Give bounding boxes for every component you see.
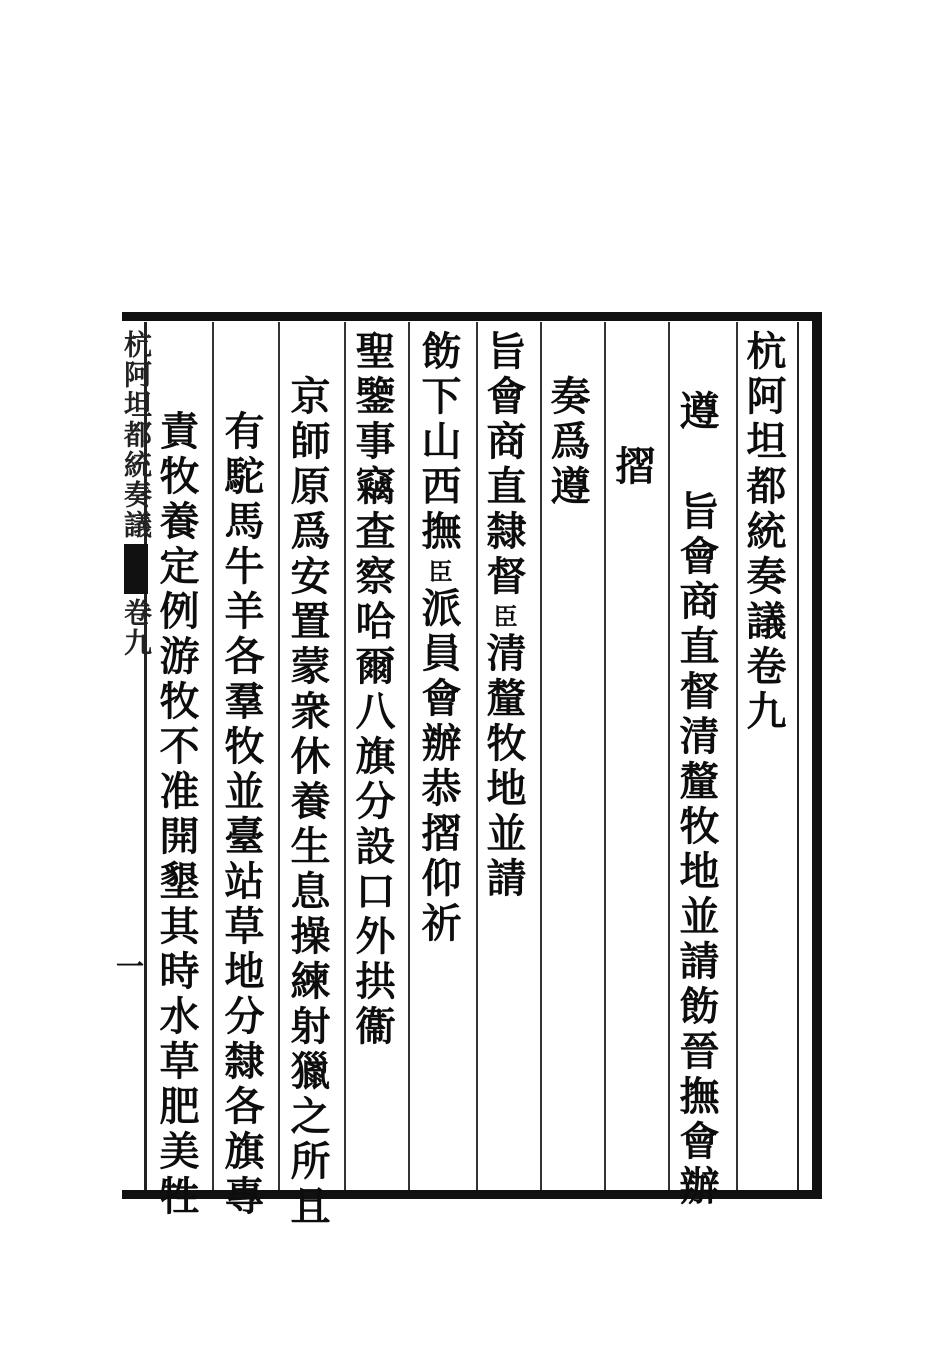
- text-column-6-b: 派員會辦恭摺仰祈: [415, 587, 462, 947]
- column-rule: [476, 322, 478, 1190]
- text-column-9: 有駝馬牛羊各羣牧並臺站草地分隸各旗專: [218, 410, 265, 1220]
- minister-mark: 臣: [424, 559, 453, 583]
- spine-label: [116, 330, 156, 658]
- memorial-title: 旨會商直督清釐牧地並請飭晉撫會辦: [673, 490, 720, 1210]
- text-column-10: 責牧養定例游牧不准開墾其時水草肥美牲: [153, 410, 200, 1220]
- text-column-2a: 遵: [673, 390, 720, 435]
- text-column-6-a: 飭下山西撫: [415, 330, 462, 555]
- minister-mark: 臣: [489, 604, 518, 628]
- spine-title: 杭阿坦都統奏議: [120, 330, 153, 540]
- text-column-3: 摺: [609, 445, 656, 490]
- page-number: 一: [116, 950, 145, 983]
- text-column-5-b: 清釐牧地並請: [480, 632, 527, 902]
- column-rule: [344, 322, 346, 1190]
- column-rule: [736, 322, 738, 1190]
- fish-tail-mark: [124, 544, 148, 594]
- column-rule: [540, 322, 542, 1190]
- frame-right-inner-rule: [797, 322, 799, 1190]
- column-rule: [278, 322, 280, 1190]
- volume-title: 杭阿坦都統奏議卷九: [740, 330, 787, 735]
- spine-volume: 卷九: [120, 598, 153, 658]
- frame-right-border: [812, 312, 822, 1199]
- column-rule: [668, 322, 670, 1190]
- column-rule: [212, 322, 214, 1190]
- text-column-7: 聖鑒事竊查察哈爾八旗分設口外拱衞: [349, 330, 396, 1050]
- text-column-6: [415, 330, 462, 947]
- text-column-5: [480, 330, 527, 902]
- text-column-5-a: 旨會商直隸督: [480, 330, 527, 600]
- text-column-4: 奏爲遵: [544, 375, 591, 510]
- text-column-8: 京師原爲安置蒙衆休養生息操練射獵之所且: [284, 375, 331, 1230]
- column-rule: [604, 322, 606, 1190]
- frame-top-border: [122, 312, 822, 321]
- column-rule: [408, 322, 410, 1190]
